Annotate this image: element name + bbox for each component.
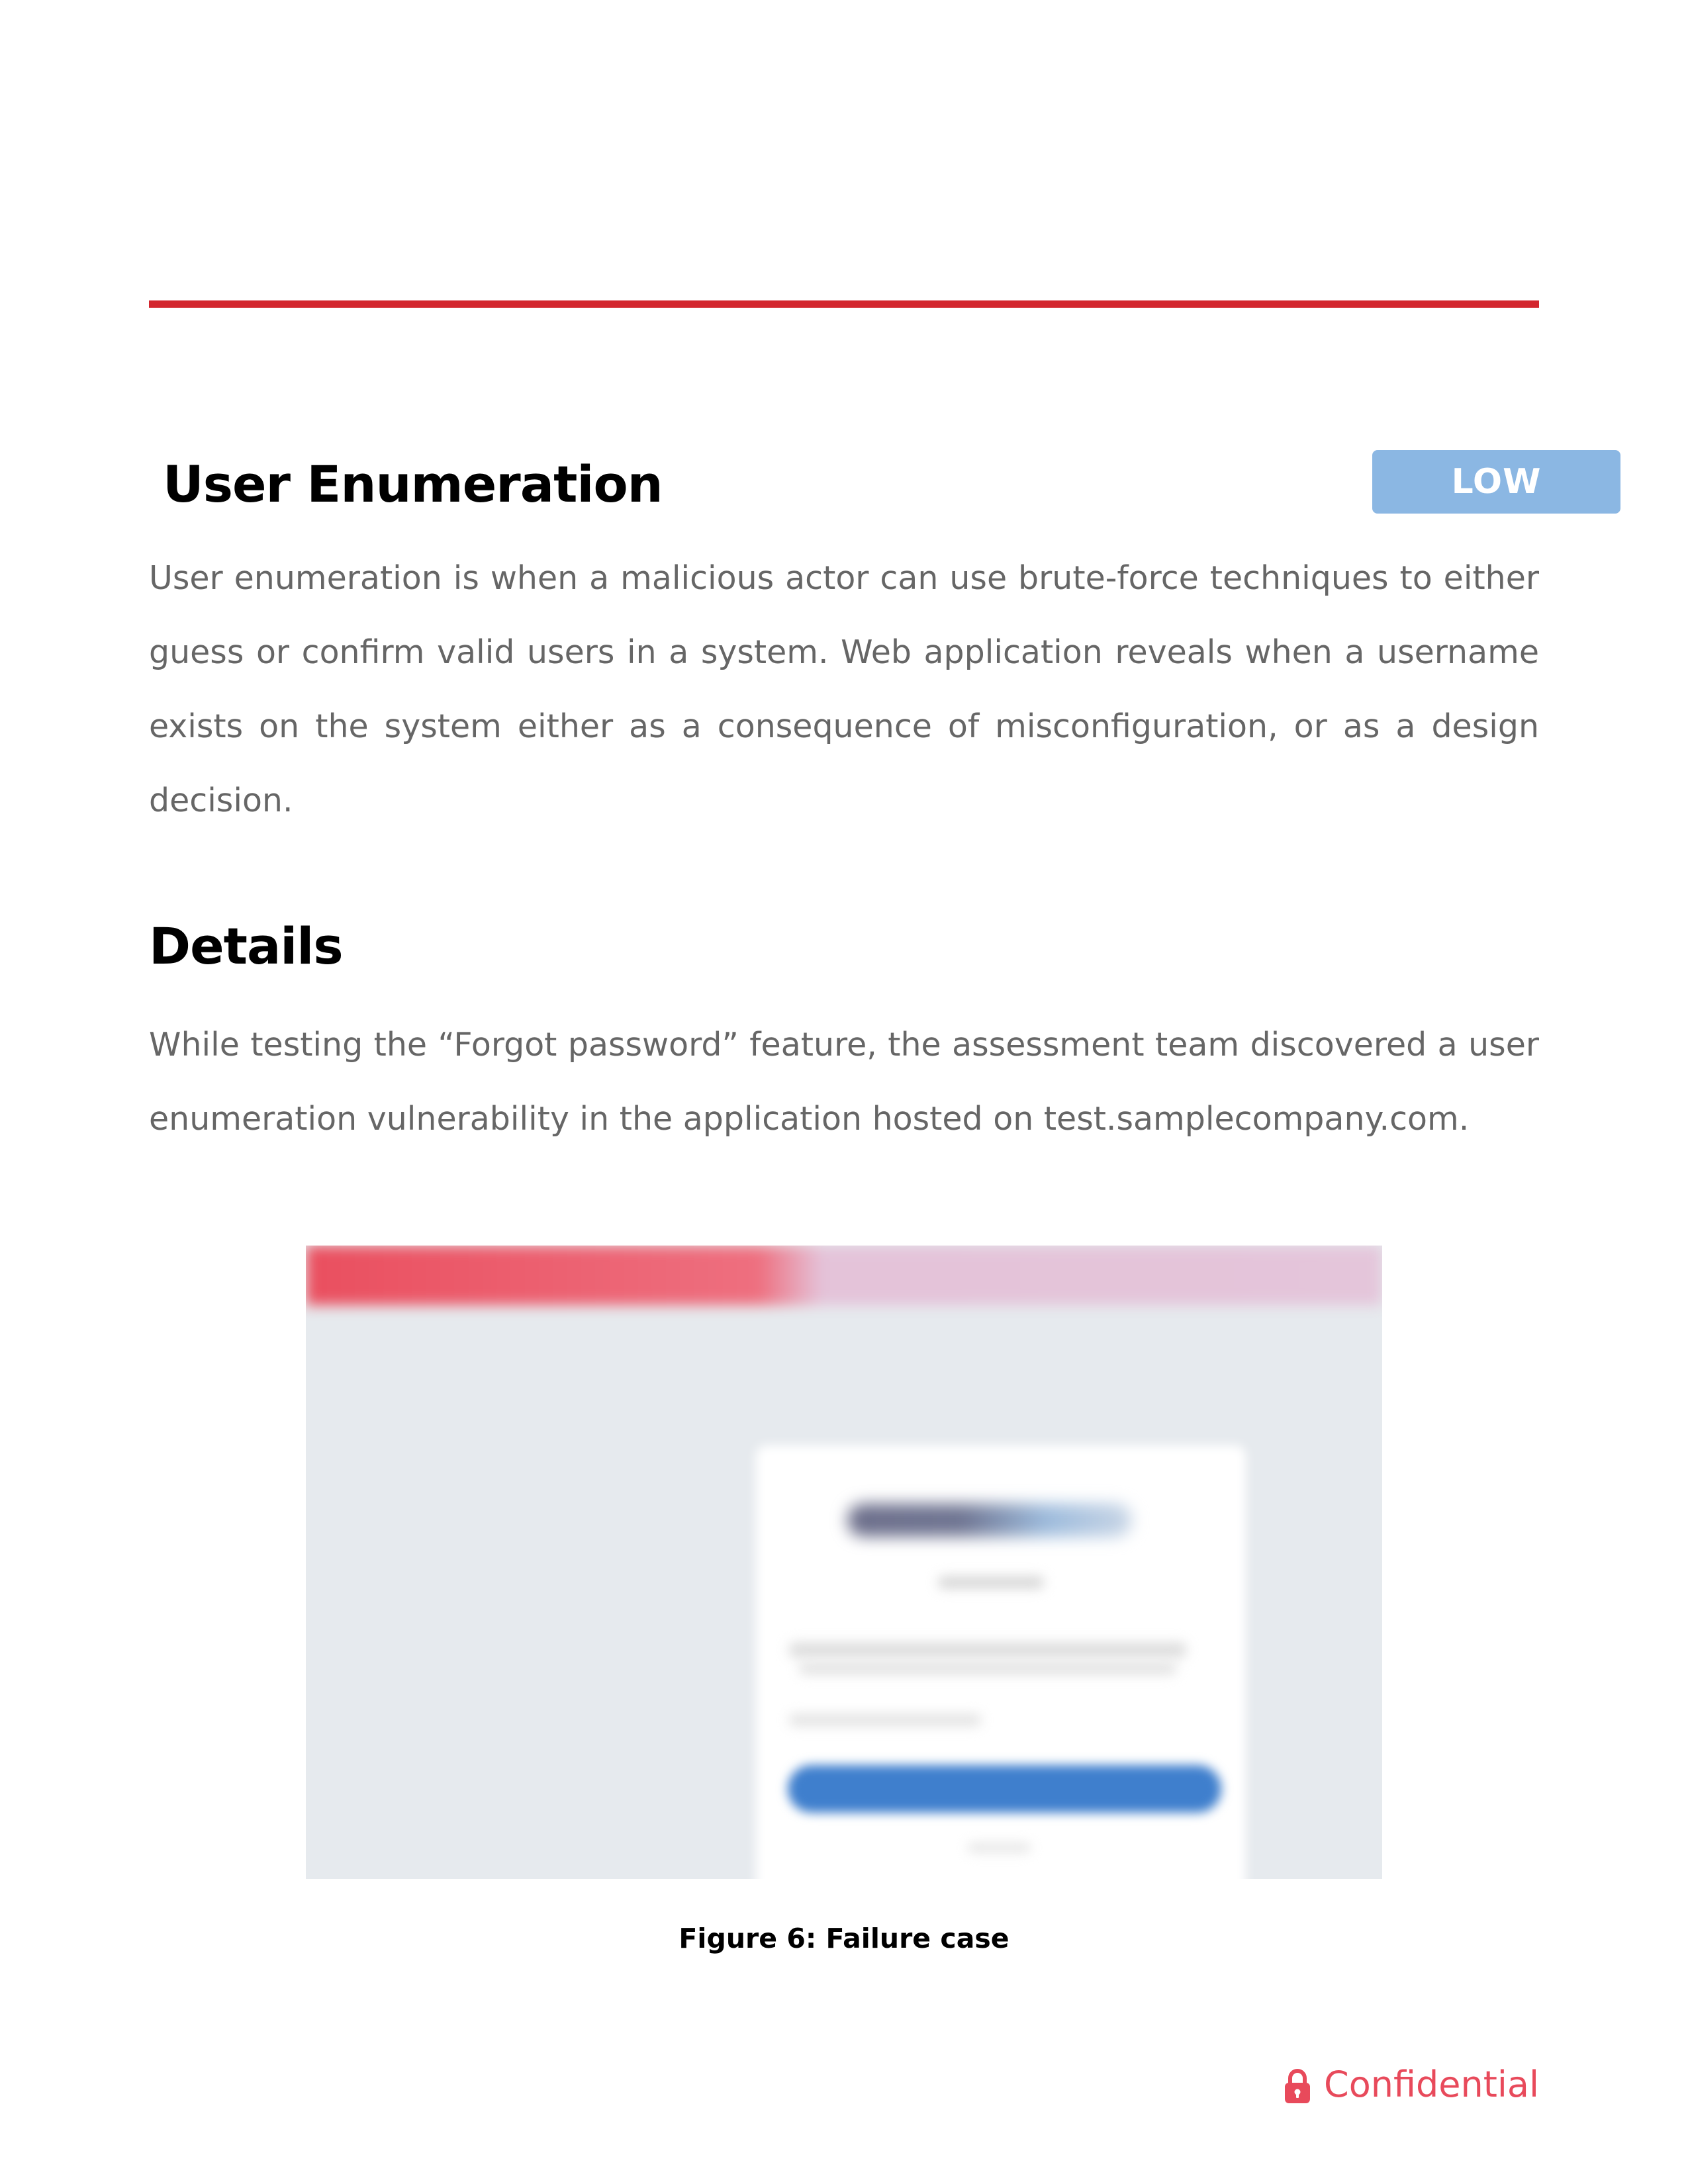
screenshot-text-line <box>968 1843 1031 1852</box>
details-text: While testing the “Forgot password” feature, the assessment team discovered a user enumeration vulnerability in the application hosted on test.samplecompany.com. <box>149 1026 1539 1138</box>
confidential-label <box>1283 2058 1539 2111</box>
finding-description: User enumeration is when a malicious actor can use brute-force techniques to either guess or confirm valid users in a system. Web application reveals when a username exists on the system either as a consequence of misconfiguration, or as a design decision. <box>149 559 1539 819</box>
figure-screenshot <box>306 1246 1382 1879</box>
lock-icon <box>1283 2066 1312 2103</box>
screenshot-text-line <box>938 1576 1044 1588</box>
screenshot-text-line <box>789 1714 981 1726</box>
screenshot-text-line <box>799 1662 1176 1674</box>
header-rule <box>149 300 1539 308</box>
figure-caption: Figure 6: Failure case <box>679 1923 1009 1954</box>
severity-badge: LOW <box>1372 450 1620 514</box>
screenshot-text-line <box>789 1643 1186 1657</box>
confidential-text: Confidential <box>1324 2064 1539 2105</box>
screenshot-header-bar <box>306 1246 1382 1305</box>
finding-title: User Enumeration <box>163 455 663 514</box>
screenshot-logo <box>847 1504 1132 1537</box>
screenshot-submit-button <box>788 1765 1221 1813</box>
details-heading: Details <box>149 917 343 976</box>
